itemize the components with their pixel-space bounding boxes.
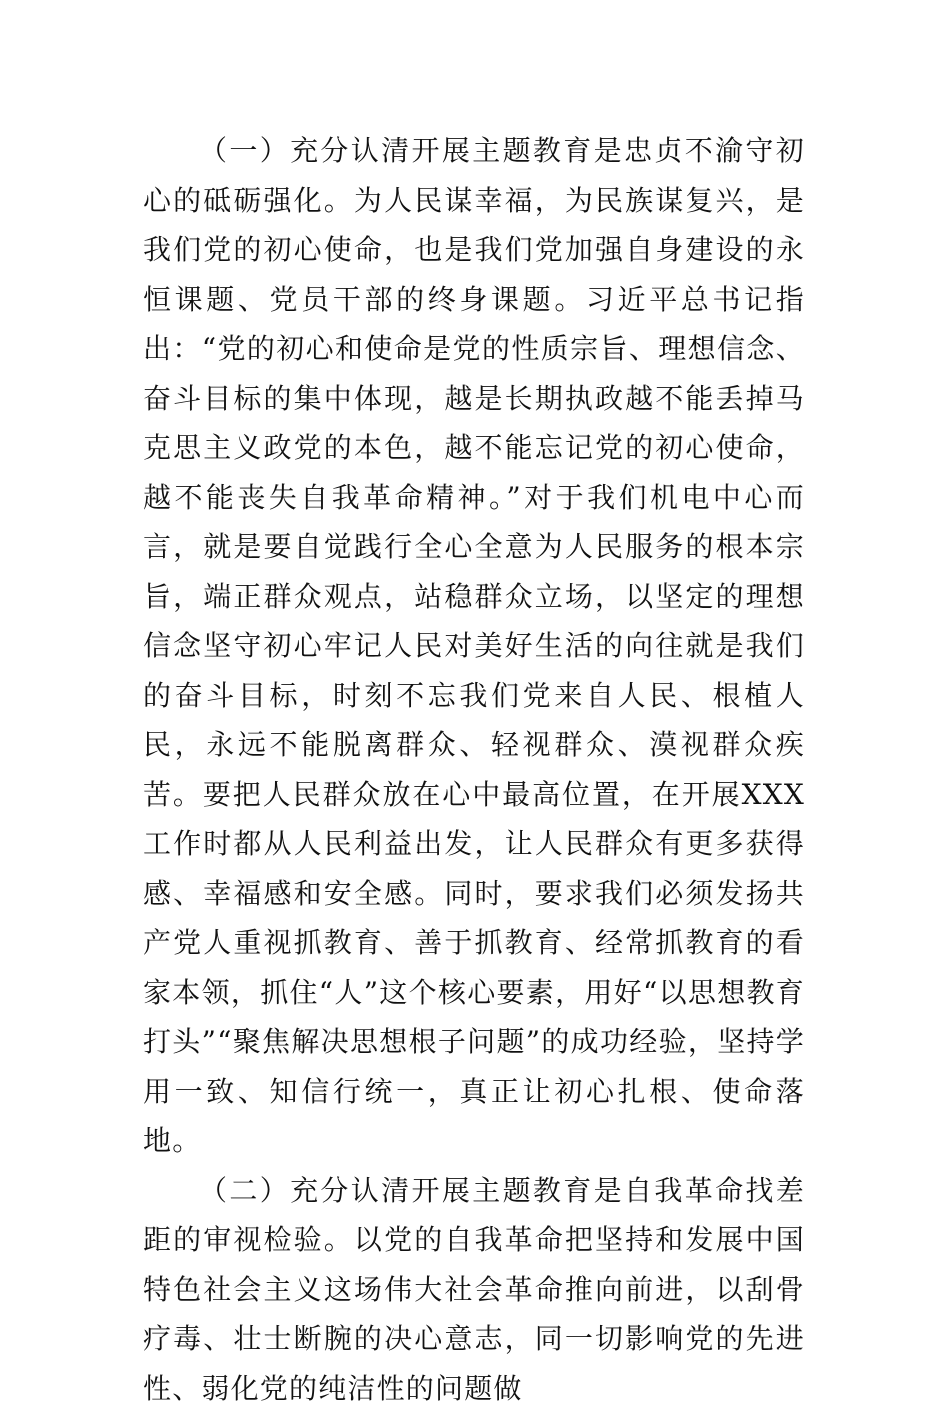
paragraph-2: （二）充分认清开展主题教育是自我革命找差距的审视检验。以党的自我革命把坚持和发展中国特色社会主义这场伟大社会革命推向前进，以刮骨疗毒、壮士断腕的决心意志，同一切影响党的先进性、弱化党的纯洁性的问题做 bbox=[143, 1166, 805, 1413]
paragraph-1: （一）充分认清开展主题教育是忠贞不渝守初心的砥砺强化。为人民谋幸福，为民族谋复兴，是我们党的初心使命，也是我们党加强自身建设的永恒课题、党员干部的终身课题。习近平总书记指出：“党的初心和使命是党的性质宗旨、理想信念、奋斗目标的集中体现，越是长期执政越不能丢掉马克思主义政党的本色，越不能忘记党的初心使命，越不能丧失自我革命精神。”对于我们机电中心而言，就是要自觉践行全心全意为人民服务的根本宗旨，端正群众观点，站稳群众立场，以坚定的理想信念坚守初心牢记人民对美好生活的向往就是我们的奋斗目标，时刻不忘我们党来自人民、根植人民，永远不能脱离群众、轻视群众、漠视群众疾苦。要把人民群众放在心中最高位置，在开展XXX工作时都从人民利益出发，让人民群众有更多获得感、幸福感和安全感。同时，要求我们必须发扬共产党人重视抓教育、善于抓教育、经常抓教育的看家本领，抓住“人”这个核心要素，用好“以思想教育打头”“聚焦解决思想根子问题”的成功经验，坚持学用一致、知信行统一，真正让初心扎根、使命落地。 bbox=[143, 126, 805, 1166]
body-text bbox=[143, 126, 805, 1413]
